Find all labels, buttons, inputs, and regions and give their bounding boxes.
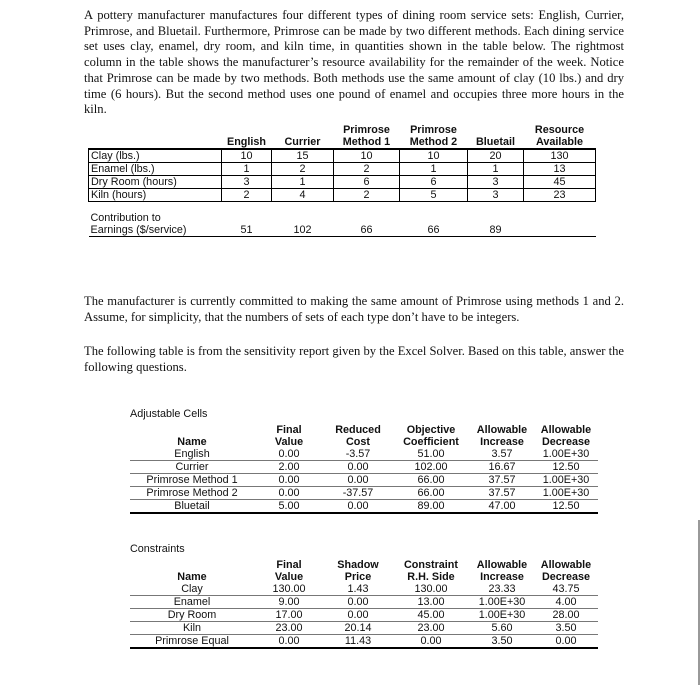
contribution-row-1: [89, 212, 596, 224]
cell: 13.00: [392, 596, 470, 609]
intro-paragraph: A pottery manufacturer manufactures four different types of dining room service sets: English, Currier, Primrose, and Bluetail. Furthermore, Primrose can be made by two different methods. Each dining service set uses clay, enamel, dry room, and kiln time, in quantities shown in the table below. The rightmost column in the table shows the manufacturer’s resource availability for the remainder of the week. Notice that Primrose can be made by two methods. Both methods use the same amount of clay (10 lbs.) and dry time (6 hours). But the second method uses one pound of enamel and occupies three more hours in the kiln.: [84, 8, 624, 117]
commitment-paragraph: The manufacturer is currently committed to making the same amount of Primrose using methods 1 and 2. Assume, for simplicity, that the numbers of sets of each type don’t have to be integers.: [84, 294, 624, 324]
cell: 10: [222, 149, 272, 163]
cell: 0.00: [254, 448, 324, 461]
cell: Bluetail: [130, 500, 254, 514]
cell: 37.57: [470, 487, 534, 500]
col-header-top: [222, 124, 272, 136]
cell: 102.00: [392, 461, 470, 474]
cell: 66.00: [392, 487, 470, 500]
col-header: Bluetail: [476, 136, 515, 148]
cell: 16.67: [470, 461, 534, 474]
col-header: Value: [274, 571, 304, 583]
cell: 0.00: [254, 474, 324, 487]
cell: 1.00E+30: [470, 596, 534, 609]
cell: 0.00: [254, 487, 324, 500]
col-header-top: Resource: [534, 124, 585, 136]
cell: Primrose Method 1: [130, 474, 254, 487]
col-header-top: Objective: [406, 424, 456, 436]
col-header: Decrease: [541, 571, 591, 583]
col-header: Price: [344, 571, 372, 583]
resource-table: [88, 124, 596, 237]
table-row: [130, 474, 598, 487]
cell: 23.00: [392, 622, 470, 635]
cell: 3: [222, 176, 272, 189]
col-header: Name: [177, 436, 207, 448]
table-row: [130, 500, 598, 514]
col-header-top: [468, 124, 524, 136]
table-row: [130, 487, 598, 500]
cell: 5: [400, 189, 468, 202]
row-label: Dry Room (hours): [89, 176, 222, 189]
table-row: [89, 163, 596, 176]
cell: Primrose Method 2: [130, 487, 254, 500]
constraints-table: [130, 543, 598, 649]
table-row: [130, 461, 598, 474]
cell: -37.57: [324, 487, 392, 500]
cell: 130.00: [392, 583, 470, 596]
cell: 20.14: [324, 622, 392, 635]
col-header-top: [272, 124, 334, 136]
cell: 130: [524, 149, 596, 163]
cell: 51.00: [392, 448, 470, 461]
cell: 2: [334, 163, 400, 176]
col-header-top: Allowable: [540, 559, 592, 571]
cell: 12.50: [534, 500, 598, 514]
cell: 1.00E+30: [470, 609, 534, 622]
cell: 1.43: [324, 583, 392, 596]
col-header: Available: [535, 136, 583, 148]
col-header-top: Reduced: [335, 424, 381, 436]
cell: 66: [427, 224, 440, 236]
cell: 1.00E+30: [534, 474, 598, 487]
col-header: R.H. Side: [407, 571, 455, 583]
table-row: [130, 583, 598, 596]
cell: 66.00: [392, 474, 470, 487]
cell: 15: [272, 149, 334, 163]
table-row: [89, 176, 596, 189]
cell: 89: [489, 224, 502, 236]
cell: Kiln: [130, 622, 254, 635]
cell: 37.57: [470, 474, 534, 487]
table-row: [130, 448, 598, 461]
row-label: Kiln (hours): [89, 189, 222, 202]
cell: 5.60: [470, 622, 534, 635]
col-header: Method 2: [409, 136, 458, 148]
cell: 0.00: [324, 474, 392, 487]
cell: 1: [468, 163, 524, 176]
cell: 20: [468, 149, 524, 163]
cell: 102: [293, 224, 312, 236]
cell: 3: [468, 176, 524, 189]
table-row: [89, 189, 596, 202]
col-header: Cost: [346, 436, 370, 448]
cell: 0.00: [534, 635, 598, 649]
cell: 23.00: [254, 622, 324, 635]
contribution-label: Earnings ($/service): [90, 224, 187, 236]
header-row-2: [130, 571, 598, 583]
cell: Clay: [130, 583, 254, 596]
header-row-1: [130, 559, 598, 571]
col-header: Method 1: [342, 136, 391, 148]
table-row: [130, 622, 598, 635]
col-header: Name: [177, 571, 207, 583]
cell: 0.00: [392, 635, 470, 649]
cell: 13: [524, 163, 596, 176]
cell: 45.00: [392, 609, 470, 622]
table-row: [130, 596, 598, 609]
cell: 2: [334, 189, 400, 202]
cell: 45: [524, 176, 596, 189]
cell: 2: [272, 163, 334, 176]
col-header-top: Allowable: [476, 424, 528, 436]
constraints-caption: Constraints: [130, 543, 185, 555]
adjustable-cells-table: [130, 408, 598, 514]
table-row: [130, 609, 598, 622]
col-header: Value: [274, 436, 304, 448]
header-row-1: [130, 424, 598, 436]
cell: English: [130, 448, 254, 461]
sensitivity-intro-paragraph: The following table is from the sensitivity report given by the Excel Solver. Based on this table, answer the following questions.: [84, 344, 625, 374]
cell: 2: [222, 189, 272, 202]
cell: 0.00: [324, 596, 392, 609]
cell: 10: [400, 149, 468, 163]
col-header-top: Primrose: [343, 124, 390, 136]
row-label: Clay (lbs.): [89, 149, 222, 163]
cell: 4.00: [534, 596, 598, 609]
adjustable-caption: Adjustable Cells: [130, 408, 208, 420]
col-header-top: Final: [276, 559, 302, 571]
cell: 1.00E+30: [534, 487, 598, 500]
header-row-1: [89, 124, 596, 136]
col-header: English: [227, 136, 266, 148]
table-row: [130, 635, 598, 649]
cell: 4: [272, 189, 334, 202]
col-header: Decrease: [541, 436, 591, 448]
contribution-row: [89, 224, 596, 237]
cell: 47.00: [470, 500, 534, 514]
cell: 10: [334, 149, 400, 163]
cell: 3.50: [534, 622, 598, 635]
cell: 17.00: [254, 609, 324, 622]
contribution-label: Contribution to: [90, 212, 161, 224]
cell: Primrose Equal: [130, 635, 254, 649]
table-row: [89, 149, 596, 163]
col-header: Increase: [480, 571, 524, 583]
col-header-top: Allowable: [540, 424, 592, 436]
cell: Currier: [130, 461, 254, 474]
col-header-top: [130, 424, 254, 436]
cell: 0.00: [324, 609, 392, 622]
cell: 28.00: [534, 609, 598, 622]
cell: 11.43: [324, 635, 392, 649]
cell: 9.00: [254, 596, 324, 609]
cell: 2.00: [254, 461, 324, 474]
cell: 130.00: [254, 583, 324, 596]
cell: 0.00: [254, 635, 324, 649]
cell: 1: [400, 163, 468, 176]
cell: 23.33: [470, 583, 534, 596]
cell: 43.75: [534, 583, 598, 596]
cell: 89.00: [392, 500, 470, 514]
col-header-top: Constraint: [404, 559, 458, 571]
col-header-top: Shadow: [337, 559, 379, 571]
cell: 5.00: [254, 500, 324, 514]
cell: 1: [272, 176, 334, 189]
cell: 0.00: [324, 461, 392, 474]
cell: 6: [334, 176, 400, 189]
cell: 51: [240, 224, 253, 236]
cell: -3.57: [324, 448, 392, 461]
cell: 3.50: [470, 635, 534, 649]
row-label: Enamel (lbs.): [89, 163, 222, 176]
col-header: Increase: [480, 436, 524, 448]
cell: Enamel: [130, 596, 254, 609]
cell: 0.00: [324, 500, 392, 514]
col-header-top: Allowable: [476, 559, 528, 571]
col-header-top: Final: [276, 424, 302, 436]
cell: 23: [524, 189, 596, 202]
col-header-top: [130, 559, 254, 571]
col-header: Currier: [284, 136, 321, 148]
cell: 6: [400, 176, 468, 189]
cell: 3: [468, 189, 524, 202]
cell: 66: [360, 224, 373, 236]
cell: 12.50: [534, 461, 598, 474]
cell: 1.00E+30: [534, 448, 598, 461]
col-header-top: Primrose: [410, 124, 457, 136]
cell: 1: [222, 163, 272, 176]
col-header: Coefficient: [403, 436, 459, 448]
cell: 3.57: [470, 448, 534, 461]
header-row-2: [89, 136, 596, 149]
cell: Dry Room: [130, 609, 254, 622]
header-row-2: [130, 436, 598, 448]
